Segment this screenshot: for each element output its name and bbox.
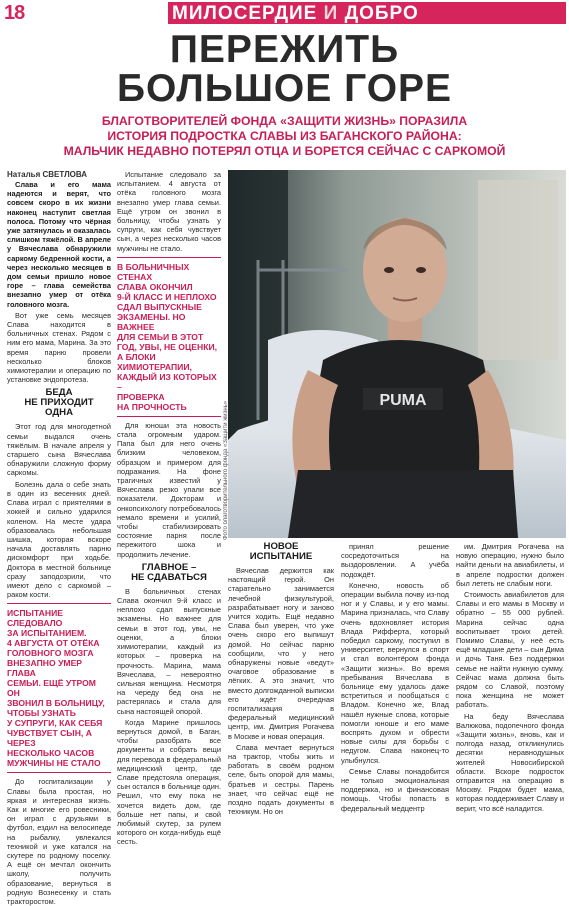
page-header bbox=[0, 0, 569, 28]
body-paragraph: Вячеслав держится как настоящий герой. Он старательно занимается лечебной физкультурой, разрабатывает ногу и заново учится ходить. Ещё недавно Слава был уверен, что уже очень скоро его выпишут домой. Но сейчас парню сообщили, что у него обнаружены новые «ведут» очаговое образование в лёгких. А это значит, что вместо долгожданной выписки его ждёт очередная госпитализация в федеральный медицинский центр, им. Дмитрия Рогачева в Москве и новая операция. bbox=[228, 566, 334, 741]
subheading-line: БЕДА bbox=[45, 387, 73, 399]
pull-quote-line: НЕСКОЛЬКО ЧАСОВ bbox=[7, 748, 95, 759]
pull-quote-line: СЕМЬИ. ЕЩЁ УТРОМ ОН bbox=[7, 678, 96, 699]
subheading bbox=[7, 388, 111, 418]
author-byline: Наталья СВЕТЛОВА bbox=[7, 170, 88, 179]
body-paragraph: До госпитализации у Славы была простая, но яркая и интересная жизнь. Как и многие его ровесники, он играл с друзьями в футбол, ездил на велосипеде на рыбалку, увлекался техникой и уже катался на скутере по родному поселку. А ещё он мечтал окончить школу, получить образование, вернуться в родную Вознесенку и стать тракторостом. bbox=[7, 777, 111, 906]
article-column-4 bbox=[341, 542, 449, 813]
pull-quote-line: ЭКЗАМЕНЫ. НО ВАЖНЕЕ bbox=[117, 311, 186, 332]
body-paragraph: Стоимость авиабилетов для Славы и его мамы в Москву и обратно – 55 000 рублей. Марина сейчас одна воспитывает троих детей. Помимо Славы, у неё есть ещё младшие дети – сын Дима и дочь Таня. Без поддержки семье не найти нужную сумму. Сейчас мама должна быть рядом со Славой, поэтому пока женщина не может работать. bbox=[456, 590, 564, 710]
body-paragraph: Конечно, новость об операции выбила почву из-под ног и у Славы, и у его мамы. Марина призналась, что Славу очень вдохновляет история Влада Рифферта, который победил саркому, поступил в университет, вернулся в спорт и стал волонтёром фонда «Защити жизнь». Во время пребывания Вячеслава в больнице ему удалось даже встретиться и пообщаться с Владом. Конечно же, Влад нашёл нужные слова, которые помогли юноше и его маме воспрять духом и обрести новые силы для борьбы с недугом. Слава наконец-то улыбнулся. bbox=[341, 580, 449, 765]
body-paragraph: Болезнь дала о себе знать в один из весенних дней. Слава играл с приятелями в хоккей и сильно ударился коленом. На месте удара образовалась небольшая шишка, которая вскоре начала доставлять парню дискомфорт при ходьбе. Доктора в местной больнице сразу заподозрили, что имеют дело с саркомой – раком кости. bbox=[7, 479, 111, 600]
pull-quote-line: ГОД, УВЫ, НЕ ОЦЕНКИ, bbox=[117, 341, 218, 352]
body-paragraph: В больничных стенах Слава окончил 9-й класс и неплохо сдал выпускные экзамены. Но важнее для семьи в этот год, увы, не оценки, а блоки химиотерапии, каждый из которых – проверка на прочность. Марина, мама Вячеслава, – невероятно сильная женщина. Несмотря на череду бед она не растерялась и стала для сына настоящей опорой. bbox=[117, 586, 221, 716]
article-column-3 bbox=[228, 541, 334, 817]
article-column-2 bbox=[117, 170, 221, 847]
pull-quote bbox=[7, 603, 111, 773]
pull-quote-line: ХИМИОТЕРАПИИ, bbox=[117, 361, 192, 372]
lead-paragraph: Слава и его мама надеются и верят, что совсем скоро в их жизни наконец наступит светлая полоса. Потому что чёрная уже затянулась и оказалась слишком тяжёлой. В апреле у Вячеслава обнаружили саркому бедренной кости, а через несколько месяцев в дом семьи пришло новое горе – глава семейства внезапно умер от отёка головного мозга. bbox=[7, 180, 111, 309]
subheading-line: НЕ СДАВАТЬСЯ bbox=[131, 571, 207, 583]
lede-line: ИСТОРИЯ ПОДРОСТКА СЛАВЫ ИЗ БАГАНСКОГО РАЙОНА: bbox=[107, 129, 462, 143]
pull-quote-line: 4 АВГУСТА ОТ ОТЁКА bbox=[7, 638, 100, 649]
body-paragraph: им. Дмитрия Рогачева на новую операцию, нужно было найти деньги на авиабилеты, и в апреле подростки должен был лететь не слабым ноги. bbox=[456, 542, 564, 588]
pull-quote-line: В БОЛЬНИЧНЫХ СТЕНАХ bbox=[117, 261, 190, 282]
body-paragraph: Вот уже семь месяцев Слава находится в больничных стенах. Рядом с ним его мама, Марина. За это время парню провели несколько блоков химиотерапии и операцию по установке эндопротеза. bbox=[7, 310, 111, 385]
body-paragraph: Этот год для многодетной семьи выдался очень тяжёлым. В начале апреля у старшего сына Вячеслава обнаружили сложную форму саркомы. bbox=[7, 422, 111, 478]
pull-quote-line: ПРОВЕРКА bbox=[117, 391, 165, 402]
headline-line: ПЕРЕЖИТЬ bbox=[169, 28, 400, 71]
pull-quote-line: СЛАВА ОКОНЧИЛ bbox=[117, 281, 193, 292]
rubric-part-2: ДОБРО bbox=[344, 3, 419, 24]
pull-quote-line: ЗА ИСПЫТАНИЕМ. bbox=[7, 628, 87, 639]
pull-quote-line: КАЖДЫЙ ИЗ КОТОРЫХ – bbox=[117, 371, 217, 392]
body-paragraph: принял решение сосредоточиться на выздоровлении. А учёба подождёт. bbox=[341, 542, 449, 579]
subheading-line: НЕ ПРИХОДИТ bbox=[24, 397, 94, 409]
pull-quote-line: МУЖЧИНЫ НЕ СТАЛО bbox=[7, 758, 101, 769]
subheading bbox=[228, 542, 334, 562]
page-number: 18 bbox=[4, 2, 25, 24]
pull-quote bbox=[117, 257, 221, 417]
article-column-1 bbox=[7, 180, 111, 906]
body-paragraph: Семье Славы понадобится не только эмоциональная поддержка, но и финансовая помощь. Чтобы попасть в федеральный медцентр bbox=[341, 766, 449, 813]
body-paragraph: Когда Марине пришлось вернуться домой, в Баган, чтобы разобрать все документы и собрать вещи для перевода в федеральный медицинский центр, где Славе предстояла операция, сын остался в больнице один. Решил, что ему пока не хочется видеть дом, где больше нет папы, и свой любимый скутер, за рулем которого он когда-нибудь ещё сесть. bbox=[117, 717, 221, 847]
subheading-line: ИСПЫТАНИЕ bbox=[249, 551, 313, 562]
photo-boy-in-hospital bbox=[228, 170, 566, 538]
body-paragraph: Для юноши эта новость стала огромным ударом. Папа был для него очень близким человеком, образцом и примером для подражания. На фоне трагичных известий у Вячеслава резко упали все показатели. Докторам и онкопсихологу потребовалось немало времени и усилий, чтобы стабилизировать состояние парня после пережитого шока и продолжить лечение. bbox=[117, 420, 221, 559]
subheading bbox=[117, 563, 221, 583]
pull-quote-line: А БЛОКИ bbox=[117, 351, 156, 362]
subheading-line: НОВОЕ bbox=[263, 541, 299, 552]
lede-line: БЛАГОТВОРИТЕЛЕЙ ФОНДА «ЗАЩИТИ ЖИЗНЬ» ПОРАЗИЛА bbox=[101, 114, 468, 128]
pull-quote-line: СДАЛ ВЫПУСКНЫЕ bbox=[117, 301, 202, 312]
article-lede bbox=[0, 114, 569, 159]
pull-quote-line: ГОЛОВНОГО МОЗГА bbox=[7, 648, 94, 659]
pull-quote-line: ИСПЫТАНИЕ СЛЕДОВАЛО bbox=[7, 608, 64, 629]
article-headline bbox=[0, 30, 569, 108]
pull-quote-line: У СУПРУГИ, КАК СЕБЯ bbox=[7, 718, 103, 729]
rubric-separator: И bbox=[323, 3, 339, 24]
pull-quote-line: ЧУВСТВУЕТ СЫН, А ЧЕРЕЗ bbox=[7, 728, 92, 749]
lede-line: МАЛЬЧИК НЕДАВНО ПОТЕРЯЛ ОТЦА И БОРЕТСЯ СЕЙЧАС С САРКОМОЙ bbox=[63, 144, 506, 158]
article-column-5 bbox=[456, 542, 564, 813]
pull-quote-line: 9-Й КЛАСС И НЕПЛОХО bbox=[117, 291, 217, 302]
body-paragraph: Слава мечтает вернуться на трактор, чтобы жить и работать в своём родном селе, быть опорой для мамы, братьев и сестры. Парень знает, что сейчас ещё не поздно подать документы в техникум. Но он bbox=[228, 742, 334, 817]
article-photo bbox=[228, 170, 566, 538]
pull-quote-line: ВНЕЗАПНО УМЕР ГЛАВА bbox=[7, 658, 83, 679]
subheading-line: ОДНА bbox=[44, 407, 74, 419]
rubric-title bbox=[172, 3, 419, 25]
subheading-line: ГЛАВНОЕ – bbox=[141, 561, 197, 573]
rubric-part-1: МИЛОСЕРДИЕ bbox=[172, 3, 318, 24]
headline-line: БОЛЬШОЕ ГОРЕ bbox=[116, 67, 453, 110]
pull-quote-line: ЧТОБЫ УЗНАТЬ bbox=[7, 708, 76, 719]
pull-quote-line: ЗВОНИЛ В БОЛЬНИЦУ, bbox=[7, 698, 105, 709]
svg-text:PUMA: PUMA bbox=[379, 392, 427, 409]
body-paragraph: Испытание следовало за испытанием. 4 августа от отёка головного мозга внезапно умер глава семьи. Ещё утром он звонил в больницу, чтобы узнать у супруги, как себя чувствует сын, а через несколько часов мужчины не стало. bbox=[117, 170, 221, 253]
photo-credit: Фото благотворительного фонда «Защити жизнь» bbox=[223, 400, 229, 540]
pull-quote-line: ДЛЯ СЕМЬИ В ЭТОТ bbox=[117, 331, 204, 342]
pull-quote-line: НА ПРОЧНОСТЬ bbox=[117, 401, 187, 412]
body-paragraph: На беду Вячеслава Валюкова, подопечного фонда «Защити жизнь», вновь, как и полгода назад, откликнулись десятки неравнодушных жителей Новосибирской области. Вскоре подросток отправится на операцию в Москву. Рядом будет мама, которая поддерживает Славу и верит, что всё наладится. bbox=[456, 711, 564, 813]
